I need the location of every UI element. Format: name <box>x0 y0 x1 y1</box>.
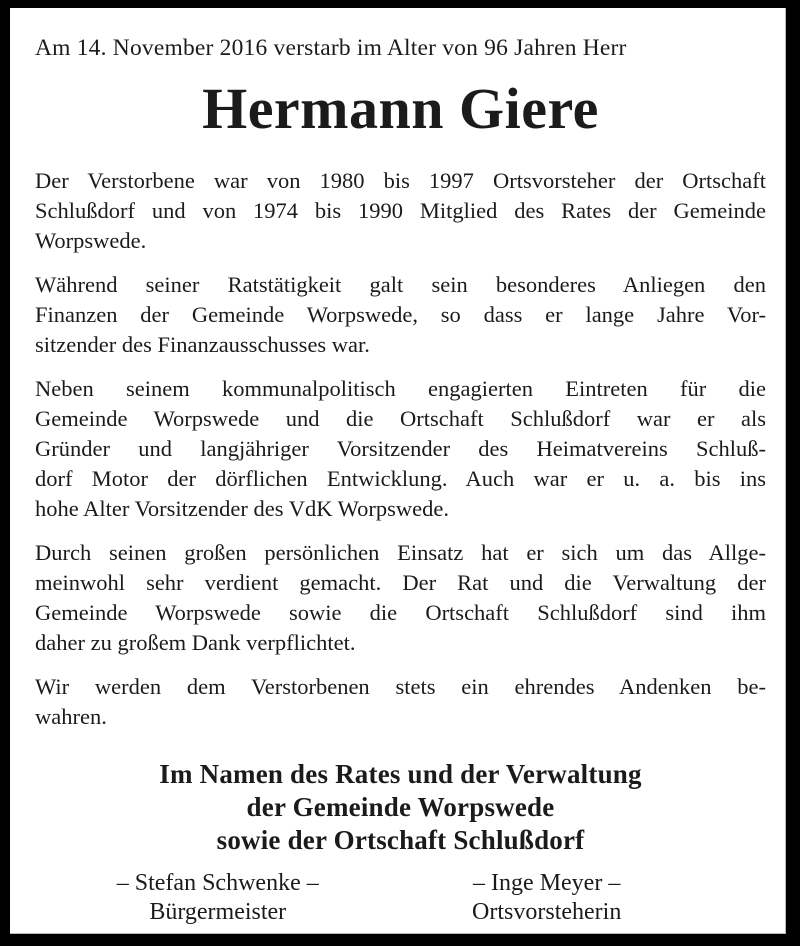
paragraph <box>35 672 766 732</box>
paragraph-line: Wir werden dem Verstorbenen stets ein ehrendes Andenken be- <box>35 674 766 699</box>
intro-line: Am 14. November 2016 verstarb im Alter von 96 Jahren Herr <box>35 35 627 61</box>
paragraph-line: Der Verstorbene war von 1980 bis 1997 Ortsvorsteher der Ortschaft <box>35 168 766 193</box>
paragraph <box>35 374 766 524</box>
signature-block <box>401 869 693 927</box>
paragraph-line: wahren. <box>35 704 107 729</box>
paragraph <box>35 538 766 658</box>
paragraph-line: Gemeinde Worpswede sowie die Ortschaft Schlußdorf sind ihm <box>35 600 766 625</box>
signature-name: – Stefan Schwenke – <box>116 870 319 896</box>
paragraph-line: Durch seinen großen persönlichen Einsatz hat er sich um das Allge- <box>35 540 766 565</box>
paragraph-line: Neben seinem kommunalpolitisch engagierten Eintreten für die <box>35 376 766 401</box>
paragraph <box>35 270 766 360</box>
paragraph-line: Gemeinde Worpswede und die Ortschaft Schlußdorf war er als <box>35 406 766 431</box>
closing-line: sowie der Ortschaft Schlußdorf <box>216 825 585 855</box>
closing-line: der Gemeinde Worpswede <box>246 792 555 822</box>
signature-block <box>35 869 401 927</box>
paragraph-line: sitzender des Finanzausschusses war. <box>35 332 370 357</box>
paragraph <box>35 166 766 256</box>
signature-role: Bürgermeister <box>149 899 287 925</box>
closing-statement <box>35 758 766 857</box>
obituary-sheet <box>10 8 786 934</box>
signature-row <box>35 869 766 927</box>
paragraph-line: dorf Motor der dörflichen Entwicklung. Auch war er u. a. bis ins <box>35 466 766 491</box>
paragraph-line: Gründer und langjähriger Vorsitzender des Heimatvereins Schluß- <box>35 436 766 461</box>
deceased-name: Hermann Giere <box>202 76 599 141</box>
signature-name: – Inge Meyer – <box>473 870 621 896</box>
paragraph-line: Worpswede. <box>35 228 147 253</box>
paragraph-line: meinwohl sehr verdient gemacht. Der Rat und die Verwaltung der <box>35 570 766 595</box>
paragraph-line: Während seiner Ratstätigkeit galt sein besonderes Anliegen den <box>35 272 766 297</box>
paragraph-line: hohe Alter Vorsitzender des VdK Worpswede. <box>35 496 449 521</box>
paragraph-line: daher zu großem Dank verpflichtet. <box>35 630 356 655</box>
closing-line: Im Namen des Rates und der Verwaltung <box>159 759 642 789</box>
paragraph-line: Schlußdorf und von 1974 bis 1990 Mitglied des Rates der Gemeinde <box>35 198 766 223</box>
paragraph-line: Finanzen der Gemeinde Worpswede, so dass er lange Jahre Vor- <box>35 302 766 327</box>
obituary-body <box>35 166 766 732</box>
obituary-content <box>35 34 766 927</box>
signature-role: Ortsvorsteherin <box>472 899 622 925</box>
